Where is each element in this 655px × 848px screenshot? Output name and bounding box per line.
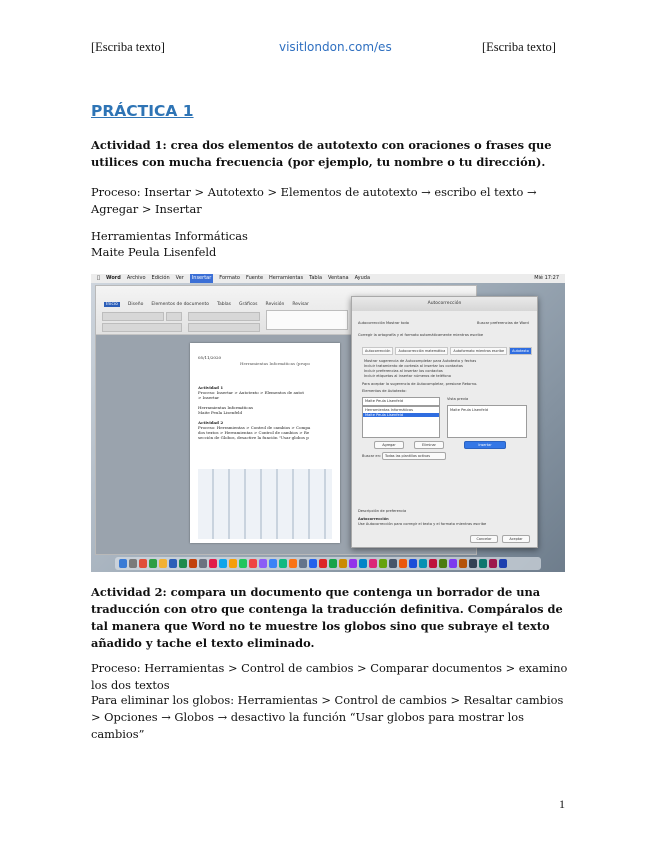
dialog-tab[interactable]: Autoformato mientras escribe bbox=[450, 347, 507, 355]
mac-menubar bbox=[91, 274, 565, 283]
ribbon-tab: Inicio bbox=[106, 302, 118, 307]
accept-button[interactable]: Aceptar bbox=[502, 535, 530, 543]
activity2-heading: Actividad 2: compara un documento que contenga un borrador de una traducción con otro que contenga la traducción definitiva. Compáralos de tal manera que Word no te muestre los globos sino que subraye el texto añadido y tache el texto eliminado. bbox=[91, 585, 563, 650]
menu-item: Edición bbox=[148, 275, 167, 281]
doc-name1: Herramientas Informáticas bbox=[198, 405, 254, 410]
doc-subtitle: Herramientas Informáticas (prupo bbox=[240, 361, 310, 366]
activity2-process: Proceso: Herramientas > Control de cambios > Comparar documentos > examino los dos textos bbox=[91, 661, 568, 692]
mac-dock bbox=[115, 557, 541, 570]
dialog-tab[interactable]: Autocorrección matemática bbox=[395, 347, 448, 355]
entries-list[interactable] bbox=[362, 406, 440, 438]
doc-proc2b: dos textos > Herramientas > Control de cambios > Re bbox=[198, 430, 310, 435]
autocorrect-dialog bbox=[351, 296, 538, 548]
dialog-title: Autocorrección bbox=[352, 297, 537, 311]
page-number: 1 bbox=[559, 797, 565, 811]
ribbon-tab: Revisión bbox=[265, 302, 285, 307]
activity2-globes: Para eliminar los globos: Herramientas > Control de cambios > Resaltar cambios > Opciones → Globos → desactivo la función “Usar globos para mostrar los cambios” bbox=[91, 693, 564, 741]
entry-input[interactable]: Maite Peula Lisenfeld bbox=[362, 397, 440, 406]
paragraph-tools bbox=[188, 312, 260, 321]
delete-button[interactable]: Eliminar bbox=[414, 441, 444, 449]
desc-label: Descripción de preferencia bbox=[358, 509, 407, 513]
dialog-option: Incluir etiquetas al insertar números de teléfono bbox=[364, 374, 451, 378]
doc-act1: Actividad 1 bbox=[198, 385, 224, 390]
doc-act2: Actividad 2 bbox=[198, 420, 224, 425]
header-right: [Escriba texto] bbox=[482, 40, 556, 54]
menu-item: Tabla bbox=[306, 275, 319, 281]
dialog-tabs bbox=[362, 347, 532, 355]
preview-label: Vista previa bbox=[447, 397, 469, 401]
dialog-toolbar-left: Autocorrección bbox=[358, 321, 385, 325]
ribbon-tab: Elementos de documento bbox=[151, 302, 210, 307]
activity1-process: Proceso: Insertar > Autotexto > Elementos de autotexto → escribo el texto → Agregar > Insertar bbox=[91, 185, 537, 216]
dialog-option: Mostrar sugerencia de Autocompletar para Autotexto y fechas bbox=[364, 359, 477, 363]
dialog-accept-hint: Para aceptar la sugerencia de Autocompletar, presione Retorno. bbox=[362, 382, 478, 386]
desc-text: Use Autocorrección para corregir el texto y el formato mientras escribe bbox=[358, 522, 487, 526]
dialog-search-hint: Buscar preferencias de Word bbox=[477, 321, 529, 325]
doc-name2: Maite Peula Lisenfeld bbox=[198, 410, 243, 415]
doc-proc2: Proceso: Herramientas > Control de cambios > Compa bbox=[198, 425, 311, 430]
header-left: [Escriba texto] bbox=[91, 40, 165, 54]
search-in-select[interactable]: Todas las plantillas activas bbox=[382, 452, 446, 460]
dialog-toolbar-mid: Mostrar todo bbox=[386, 321, 409, 325]
styles-gallery bbox=[266, 310, 348, 330]
document-page bbox=[190, 343, 340, 543]
header-link[interactable]: visitlondon.com/es bbox=[279, 40, 392, 54]
ribbon-tab: Diseño bbox=[127, 302, 144, 307]
dialog-option: Incluir tratamiento de cortesía al insertar los contactos bbox=[364, 364, 463, 368]
screenshot-figure bbox=[91, 274, 565, 572]
dialog-tab-active[interactable]: Autotexto bbox=[509, 347, 532, 355]
menu-item: Fuente bbox=[242, 275, 261, 281]
dialog-option: Incluir preferencias al insertar los contactos bbox=[364, 369, 443, 373]
embedded-screenshot bbox=[198, 469, 332, 539]
page-title: PRÁCTICA 1 bbox=[91, 102, 194, 120]
search-in-label: Buscar en: bbox=[362, 454, 382, 458]
preview-box: Maite Peula Lisenfeld bbox=[447, 405, 527, 438]
add-button[interactable]: Agregar bbox=[374, 441, 404, 449]
insert-button[interactable]: Insertar bbox=[464, 441, 506, 449]
ribbon-tab: Gráficos bbox=[239, 302, 258, 307]
menu-item: Formato bbox=[216, 275, 237, 281]
doc-proc2c: sección de Globos, desactive la función "Usar globos p bbox=[198, 435, 309, 440]
menu-item: Ayuda bbox=[351, 275, 367, 281]
apple-icon bbox=[97, 274, 100, 283]
format-tools bbox=[102, 323, 182, 332]
ribbon-tabs bbox=[104, 302, 309, 307]
menu-item: Ventana bbox=[325, 275, 346, 281]
menu-item: Ver bbox=[172, 275, 181, 281]
dialog-tab[interactable]: Autocorrección bbox=[362, 347, 393, 355]
activity1-line1: Herramientas Informáticas bbox=[91, 229, 248, 243]
activity1-line2: Maite Peula Lisenfeld bbox=[91, 245, 217, 259]
dialog-check-main: Corregir la ortografía y el formato automáticamente mientras escribe bbox=[358, 333, 484, 337]
doc-date: 05/11/2020 bbox=[198, 355, 222, 360]
list-item: Maite Peula Lisenfeld bbox=[365, 413, 404, 417]
paragraph-tools bbox=[188, 323, 260, 332]
doc-proc1: Proceso: Insertar > Autotexto > Elementos de autot bbox=[198, 390, 305, 395]
font-selector bbox=[102, 312, 164, 321]
activity1-heading: Actividad 1: crea dos elementos de autotexto con oraciones o frases que utilices con mucha frecuencia (por ejemplo, tu nombre o tu dirección). bbox=[91, 138, 552, 169]
ribbon-tab: Revisar bbox=[292, 302, 309, 307]
dialog-entries-label: Elementos de Autotexto: bbox=[362, 389, 407, 393]
list-item: Herramientas Informáticas bbox=[365, 408, 413, 412]
doc-proc1b: > Insertar bbox=[198, 395, 220, 400]
menubar-clock: Mié 17:27 bbox=[534, 275, 559, 281]
size-selector bbox=[166, 312, 182, 321]
menu-item-active: Insertar bbox=[190, 274, 213, 283]
desc-title: Autocorrección bbox=[358, 517, 389, 521]
cancel-button[interactable]: Cancelar bbox=[470, 535, 498, 543]
ribbon-tab: Tablas bbox=[217, 302, 232, 307]
menu-item: Archivo bbox=[123, 275, 143, 281]
menu-item: Herramientas bbox=[266, 275, 301, 281]
menubar-app: Word bbox=[103, 275, 118, 281]
